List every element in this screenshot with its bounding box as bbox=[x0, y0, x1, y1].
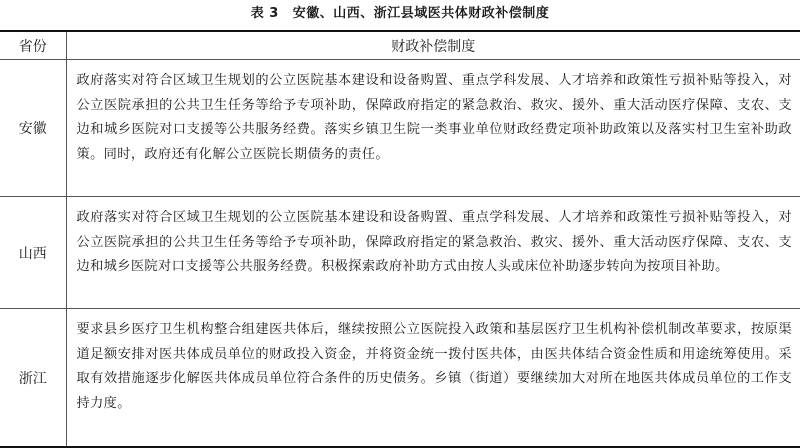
policy-cell: 政府落实对符合区域卫生规划的公立医院基本建设和设备购置、重点学科发展、人才培养和政策性亏损补贴等投入，对公立医院承担的公共卫生任务等给予专项补助，保障政府指定的紧急救治、救灾、援外、重大活动医疗保障、支农、支边和城乡医院对口支援等公共服务经费。落实乡镇卫生院一类事业单位财政经费定项补助政策以及落实村卫生室补助政策。同时，政府还有化解公立医院长期债务的责任。 bbox=[66, 60, 800, 197]
compensation-policy-table bbox=[0, 30, 800, 448]
province-cell: 山西 bbox=[18, 245, 47, 262]
province-cell: 浙江 bbox=[18, 370, 47, 387]
table-row-shanxi bbox=[0, 197, 800, 309]
table-caption bbox=[0, 5, 800, 23]
province-cell: 安徽 bbox=[18, 121, 47, 137]
table-number: 表 3 bbox=[250, 6, 279, 21]
table-row-anhui bbox=[0, 60, 800, 197]
table-header-row bbox=[0, 31, 800, 60]
table-title: 安徽、山西、浙江县域医共体财政补偿制度 bbox=[292, 6, 550, 21]
table-row-zhejiang bbox=[0, 309, 800, 448]
policy-cell: 要求县乡医疗卫生机构整合组建医共体后，继续按照公立医院投入政策和基层医疗卫生机构补偿机制改革要求，按原渠道足额安排对医共体成员单位的财政投入资金，并将资金统一拨付医共体，由医共体结合资金性质和用途统筹使用。采取有效措施逐步化解医共体成员单位符合条件的历史债务。乡镇（街道）要继续加大对所在地医共体成员单位的工作支持力度。 bbox=[66, 309, 800, 448]
policy-cell: 政府落实对符合区域卫生规划的公立医院基本建设和设备购置、重点学科发展、人才培养和政策性亏损补贴等投入，对公立医院承担的公共卫生任务等给予专项补助，保障政府指定的紧急救治、救灾、援外、重大活动医疗保障、支农、支边和城乡医院对口支援等公共服务经费。积极探索政府补助方式由按人头或床位补助逐步转向为按项目补助。 bbox=[66, 197, 800, 309]
header-province: 省份 bbox=[18, 38, 47, 55]
header-policy: 财政补偿制度 bbox=[66, 31, 800, 60]
